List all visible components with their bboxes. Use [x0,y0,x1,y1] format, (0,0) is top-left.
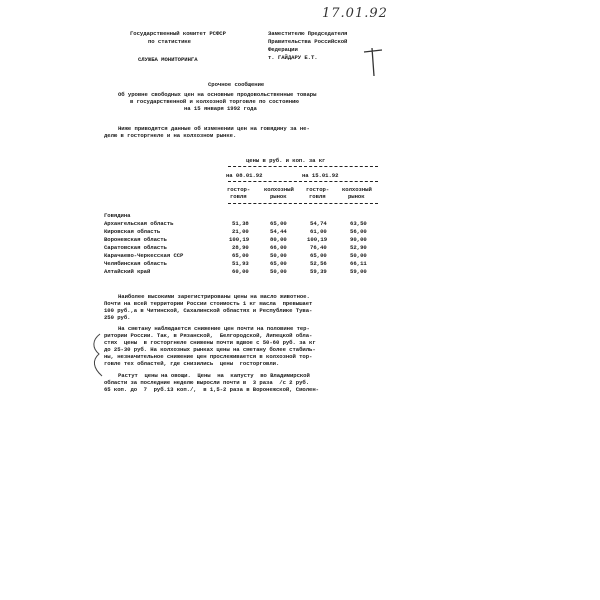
row-region: Карачаево-Черкесская ССР [104,252,184,259]
col-header-1b: говля [230,193,247,200]
table-rule-header [228,203,378,204]
row-value: 50,00 [270,268,287,275]
header-right-line2: Правительства Российской [268,38,348,45]
para1-line: Наиболее высокими зарегистрированы цены на масло животное. [118,293,310,300]
title-line2: Об уровне свободных цен на основные продовольственные товары [118,91,317,98]
table-date-1: на 08.01.92 [226,172,263,179]
row-value: 21,00 [232,228,249,235]
para3-line: 65 коп. до 7 руб.13 коп./, в 1,5-2 раза в Воронежской, Смолен- [104,386,319,393]
header-left-line1: Государственный комитет РСФСР [130,30,226,37]
para2-line: до 25-30 руб. На колхозных рынках цены на сметану более стабиль- [104,346,316,353]
para2-line: На сметану наблюдается снижение цен почти на половине тер- [118,325,310,332]
table-unit-header: цены в руб. и коп. за кг [246,157,326,164]
row-value: 90,00 [350,236,367,243]
row-value: 59,39 [310,268,327,275]
header-left-line2: по статистике [148,38,191,45]
para1-line: 250 руб. [104,314,131,321]
row-value: 54,74 [310,220,327,227]
row-region: Алтайский край [104,268,151,275]
row-value: 65,00 [270,220,287,227]
col-header-3b: говля [309,193,326,200]
row-value: 51,38 [232,220,249,227]
row-value: 50,00 [350,252,367,259]
row-value: 100,19 [307,236,328,243]
para2-line: стях цены в госторгнеле снижены почти вдвое с 50-60 руб. за кг [104,339,316,346]
header-right-line1: Заместителю Председателя [268,30,348,37]
row-value: 65,00 [310,252,327,259]
para2-line: говле тех областей, где снизились цены госторговли. [104,360,280,367]
col-header-2: колхозный [264,186,294,193]
monitoring-service: СЛУЖБА МОНИТОРИНГА [138,56,198,63]
para3-line: Растут цены на овощи. Цены на капусту во Владимирской [118,372,310,379]
row-value: 100,19 [229,236,250,243]
table-rule-top [228,166,378,167]
intro-line1: Ниже приводятся данные об изменении цен на говядину за не- [118,125,310,132]
row-value: 59,00 [350,268,367,275]
row-value: 80,00 [270,236,287,243]
title-line1: Срочное сообщение [208,81,265,88]
row-value: 56,00 [350,228,367,235]
handwritten-mark-icon [360,42,386,82]
header-right-line4: т. ГАЙДАРУ Е.Т. [268,54,318,61]
row-value: 52,56 [310,260,327,267]
row-value: 66,00 [270,244,287,251]
row-value: 66,11 [350,260,367,267]
row-value: 63,50 [350,220,367,227]
para3-line: области за последние неделю выросли почти в 3 раза /с 2 руб. [104,379,310,386]
para1-line: Почти на всей территории России стоимость 1 кг масла превышает [104,300,313,307]
table-product: Говядина [104,212,131,219]
table-date-2: на 15.01.92 [302,172,339,179]
row-region: Саратовская область [104,244,167,251]
intro-line2: делю в госторгнеле и на колхозном рынке. [104,132,237,139]
para2-line: ны, незначительное снижение цен прослеживается в колхозной тор- [104,353,313,360]
header-right-line3: Федерации [268,46,298,53]
col-header-1: гостор- [227,186,251,193]
handwritten-date: 17.01.92 [322,6,388,21]
table-rule-dates [228,181,378,182]
row-value: 54,44 [270,228,287,235]
title-line4: на 15 января 1992 года [184,105,257,112]
row-value: 76,40 [310,244,327,251]
row-value: 61,00 [310,228,327,235]
row-value: 50,00 [270,252,287,259]
row-value: 52,90 [350,244,367,251]
row-region: Кировская область [104,228,161,235]
row-value: 51,93 [232,260,249,267]
row-region: Архангельская область [104,220,174,227]
col-header-4b: рынок [348,193,365,200]
col-header-4: колхозный [342,186,372,193]
para2-line: ритории России. Так, в Рязанской, Белгородской, Липецкой обла- [104,332,313,339]
col-header-3: гостор- [306,186,330,193]
row-region: Воронежская область [104,236,167,243]
title-line3: в государственной и колхозной торговле по состоянию [130,98,299,105]
row-value: 28,90 [232,244,249,251]
row-value: 60,00 [232,268,249,275]
col-header-2b: рынок [270,193,287,200]
row-region: Челябинская область [104,260,167,267]
para1-line: 100 руб.,а в Читинской, Сахалинской областях и Республике Тува- [104,307,313,314]
row-value: 65,00 [232,252,249,259]
row-value: 65,00 [270,260,287,267]
